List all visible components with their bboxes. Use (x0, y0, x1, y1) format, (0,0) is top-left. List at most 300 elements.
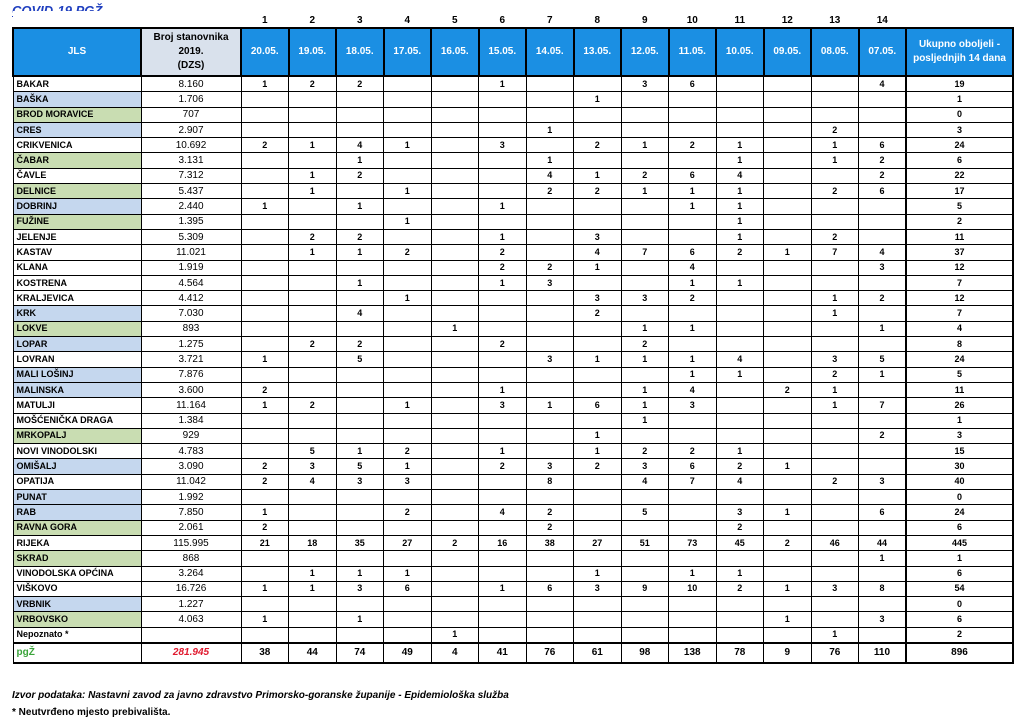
day-value (764, 597, 812, 612)
day-value (859, 490, 907, 505)
day-value: 2 (669, 444, 717, 459)
day-value (669, 612, 717, 627)
day-value (384, 612, 432, 627)
row-total: 3 (906, 122, 1013, 137)
day-value: 4 (289, 474, 337, 489)
day-value (764, 122, 812, 137)
day-value (669, 413, 717, 428)
day-value (621, 627, 669, 643)
day-value (241, 428, 289, 443)
day-value: 1 (811, 398, 859, 413)
day-value: 1 (669, 367, 717, 382)
day-value: 2 (241, 520, 289, 535)
day-value: 3 (859, 260, 907, 275)
totals-day-value: 4 (431, 643, 479, 663)
day-value: 4 (859, 245, 907, 260)
population: 3.600 (141, 382, 241, 397)
day-value (574, 107, 622, 122)
day-value: 2 (811, 122, 859, 137)
day-value (859, 199, 907, 214)
jls-name: VRBNIK (13, 597, 141, 612)
day-value: 2 (289, 76, 337, 92)
day-value: 3 (859, 612, 907, 627)
header-date: 20.05. (241, 28, 289, 76)
day-value: 1 (384, 566, 432, 581)
table-row (13, 597, 1013, 612)
column-number: 7 (526, 11, 574, 28)
day-value (336, 260, 384, 275)
population: 7.312 (141, 168, 241, 183)
day-value (859, 520, 907, 535)
day-value (669, 107, 717, 122)
day-value: 2 (764, 382, 812, 397)
day-value: 2 (716, 459, 764, 474)
population: 4.063 (141, 612, 241, 627)
day-value (621, 229, 669, 244)
day-value: 4 (479, 505, 527, 520)
day-value: 21 (241, 535, 289, 550)
day-value: 1 (289, 184, 337, 199)
row-total: 5 (906, 199, 1013, 214)
day-value (479, 490, 527, 505)
table-row (13, 122, 1013, 137)
table-row (13, 153, 1013, 168)
totals-day-value: 138 (669, 643, 717, 663)
day-value: 3 (479, 398, 527, 413)
day-value (384, 382, 432, 397)
day-value (431, 490, 479, 505)
table-row (13, 367, 1013, 382)
day-value: 2 (336, 168, 384, 183)
day-value (289, 275, 337, 290)
day-value (859, 627, 907, 643)
day-value (384, 520, 432, 535)
header-pop-line1: Broj stanovnika (153, 32, 229, 43)
population: 5.437 (141, 184, 241, 199)
day-value: 1 (336, 245, 384, 260)
day-value (479, 184, 527, 199)
day-value (526, 566, 574, 581)
day-value (574, 199, 622, 214)
jls-name: VIŠKOVO (13, 581, 141, 596)
day-value (241, 490, 289, 505)
day-value (811, 444, 859, 459)
day-value (859, 413, 907, 428)
header-date: 08.05. (811, 28, 859, 76)
day-value (764, 520, 812, 535)
day-value: 5 (336, 352, 384, 367)
day-value: 1 (384, 138, 432, 153)
day-value: 1 (289, 581, 337, 596)
day-value (289, 153, 337, 168)
day-value (716, 122, 764, 137)
day-value (336, 398, 384, 413)
day-value (859, 382, 907, 397)
day-value (574, 474, 622, 489)
day-value: 1 (289, 566, 337, 581)
day-value: 2 (811, 367, 859, 382)
day-value: 1 (336, 444, 384, 459)
day-value (764, 627, 812, 643)
day-value (526, 199, 574, 214)
day-value: 1 (241, 76, 289, 92)
day-value: 2 (574, 459, 622, 474)
row-total: 26 (906, 398, 1013, 413)
totals-day-value: 78 (716, 643, 764, 663)
day-value (336, 92, 384, 107)
day-value (811, 612, 859, 627)
day-value: 1 (384, 184, 432, 199)
day-value (431, 153, 479, 168)
day-value (811, 275, 859, 290)
jls-name: CRES (13, 122, 141, 137)
day-value (716, 92, 764, 107)
day-value (859, 229, 907, 244)
day-value: 38 (526, 535, 574, 550)
day-value: 1 (764, 581, 812, 596)
day-value (289, 260, 337, 275)
day-value: 4 (716, 168, 764, 183)
day-value (384, 260, 432, 275)
row-total: 24 (906, 138, 1013, 153)
day-value (431, 520, 479, 535)
header-date: 14.05. (526, 28, 574, 76)
day-value (384, 76, 432, 92)
day-value (716, 428, 764, 443)
day-value (526, 627, 574, 643)
header-date: 18.05. (336, 28, 384, 76)
day-value: 1 (621, 413, 669, 428)
day-value (811, 459, 859, 474)
day-value (621, 306, 669, 321)
table-row (13, 505, 1013, 520)
day-value: 2 (621, 168, 669, 183)
day-value (859, 337, 907, 352)
day-value (336, 367, 384, 382)
day-value (431, 306, 479, 321)
day-value (384, 92, 432, 107)
day-value: 1 (716, 138, 764, 153)
day-value: 1 (479, 76, 527, 92)
row-total: 22 (906, 168, 1013, 183)
header-pop-line2: 2019. (178, 46, 204, 57)
day-value: 4 (716, 352, 764, 367)
column-number-row (13, 11, 1013, 28)
day-value (431, 413, 479, 428)
row-total: 7 (906, 275, 1013, 290)
jls-name: OPATIJA (13, 474, 141, 489)
day-value (479, 321, 527, 336)
table-row (13, 275, 1013, 290)
day-value (241, 444, 289, 459)
day-value (336, 597, 384, 612)
day-value (289, 122, 337, 137)
day-value (384, 551, 432, 566)
day-value: 5 (289, 444, 337, 459)
row-total: 0 (906, 107, 1013, 122)
day-value: 1 (479, 275, 527, 290)
day-value (526, 428, 574, 443)
header-date: 07.05. (859, 28, 907, 76)
day-value (384, 275, 432, 290)
day-value (479, 352, 527, 367)
day-value (241, 275, 289, 290)
day-value: 1 (716, 444, 764, 459)
day-value: 2 (621, 444, 669, 459)
day-value (384, 122, 432, 137)
header-date: 15.05. (479, 28, 527, 76)
day-value: 2 (526, 520, 574, 535)
day-value (479, 413, 527, 428)
header-total (906, 28, 1013, 76)
day-value: 2 (241, 474, 289, 489)
day-value (241, 214, 289, 229)
day-value (574, 382, 622, 397)
day-value: 2 (811, 229, 859, 244)
day-value: 2 (716, 520, 764, 535)
jls-name: NOVI VINODOLSKI (13, 444, 141, 459)
day-value (764, 260, 812, 275)
day-value (811, 520, 859, 535)
day-value (526, 551, 574, 566)
table-row (13, 245, 1013, 260)
day-value: 6 (669, 245, 717, 260)
day-value (621, 490, 669, 505)
day-value: 44 (859, 535, 907, 550)
day-value (431, 612, 479, 627)
day-value (526, 413, 574, 428)
day-value (574, 275, 622, 290)
day-value (289, 413, 337, 428)
column-number: 10 (669, 11, 717, 28)
day-value: 4 (574, 245, 622, 260)
day-value (241, 291, 289, 306)
day-value: 2 (716, 581, 764, 596)
day-value (621, 520, 669, 535)
row-total: 6 (906, 520, 1013, 535)
row-total: 1 (906, 551, 1013, 566)
row-total: 24 (906, 352, 1013, 367)
day-value (574, 321, 622, 336)
table-row (13, 321, 1013, 336)
row-total: 12 (906, 291, 1013, 306)
day-value: 7 (669, 474, 717, 489)
day-value (431, 184, 479, 199)
day-value: 1 (716, 566, 764, 581)
day-value: 2 (526, 184, 574, 199)
table-row (13, 92, 1013, 107)
row-total: 40 (906, 474, 1013, 489)
day-value (289, 352, 337, 367)
day-value: 1 (574, 92, 622, 107)
day-value: 1 (479, 444, 527, 459)
row-total: 1 (906, 92, 1013, 107)
row-total: 15 (906, 444, 1013, 459)
table-row (13, 612, 1013, 627)
day-value (479, 168, 527, 183)
day-value (859, 566, 907, 581)
day-value (811, 107, 859, 122)
day-value (764, 107, 812, 122)
day-value (384, 413, 432, 428)
day-value: 1 (621, 138, 669, 153)
day-value (431, 168, 479, 183)
day-value (764, 168, 812, 183)
day-value: 7 (859, 398, 907, 413)
table-row (13, 291, 1013, 306)
jls-name: LOVRAN (13, 352, 141, 367)
day-value (336, 291, 384, 306)
population: 1.706 (141, 92, 241, 107)
day-value (336, 122, 384, 137)
day-value: 3 (621, 459, 669, 474)
day-value: 1 (289, 138, 337, 153)
day-value: 1 (669, 275, 717, 290)
day-value (621, 275, 669, 290)
day-value (621, 122, 669, 137)
day-value: 2 (574, 138, 622, 153)
day-value (811, 490, 859, 505)
day-value (384, 321, 432, 336)
population: 11.042 (141, 474, 241, 489)
row-total: 8 (906, 337, 1013, 352)
day-value (241, 122, 289, 137)
day-value (526, 107, 574, 122)
day-value (621, 199, 669, 214)
row-total: 30 (906, 459, 1013, 474)
day-value: 3 (621, 291, 669, 306)
day-value: 1 (384, 459, 432, 474)
day-value (764, 490, 812, 505)
day-value (384, 107, 432, 122)
day-value (669, 627, 717, 643)
day-value (479, 428, 527, 443)
day-value (574, 490, 622, 505)
day-value: 6 (669, 76, 717, 92)
day-value: 2 (336, 76, 384, 92)
table-row (13, 352, 1013, 367)
population: 3.131 (141, 153, 241, 168)
day-value: 6 (384, 581, 432, 596)
day-value: 2 (669, 138, 717, 153)
day-value (479, 291, 527, 306)
day-value: 3 (526, 459, 574, 474)
day-value: 1 (479, 581, 527, 596)
day-value: 1 (716, 199, 764, 214)
jls-name: KOSTRENA (13, 275, 141, 290)
day-value (621, 551, 669, 566)
day-value (764, 306, 812, 321)
totals-day-value: 49 (384, 643, 432, 663)
day-value: 6 (669, 459, 717, 474)
day-value (764, 76, 812, 92)
population: 4.564 (141, 275, 241, 290)
population: 11.021 (141, 245, 241, 260)
day-value (716, 551, 764, 566)
day-value (716, 398, 764, 413)
row-total: 6 (906, 566, 1013, 581)
day-value: 1 (621, 352, 669, 367)
day-value (289, 597, 337, 612)
day-value: 1 (336, 275, 384, 290)
day-value: 27 (574, 535, 622, 550)
day-value: 10 (669, 581, 717, 596)
day-value (764, 184, 812, 199)
jls-name: JELENJE (13, 229, 141, 244)
day-value: 1 (669, 199, 717, 214)
day-value (336, 490, 384, 505)
day-value (621, 597, 669, 612)
day-value (384, 199, 432, 214)
day-value: 1 (859, 321, 907, 336)
day-value (479, 92, 527, 107)
day-value (621, 92, 669, 107)
table-row (13, 490, 1013, 505)
day-value (811, 505, 859, 520)
day-value (241, 229, 289, 244)
population: 1.992 (141, 490, 241, 505)
day-value: 1 (241, 398, 289, 413)
day-value (669, 337, 717, 352)
day-value: 8 (859, 581, 907, 596)
day-value: 8 (526, 474, 574, 489)
column-number: 8 (574, 11, 622, 28)
population: 929 (141, 428, 241, 443)
day-value (431, 275, 479, 290)
totals-day-value: 61 (574, 643, 622, 663)
day-value: 1 (716, 229, 764, 244)
day-value (289, 321, 337, 336)
day-value (716, 107, 764, 122)
day-value: 1 (241, 581, 289, 596)
day-value (811, 76, 859, 92)
day-value: 6 (669, 168, 717, 183)
table-row (13, 413, 1013, 428)
header-date: 10.05. (716, 28, 764, 76)
day-value (526, 306, 574, 321)
jls-name: MOŠĆENIČKA DRAGA (13, 413, 141, 428)
row-total: 5 (906, 367, 1013, 382)
day-value (289, 306, 337, 321)
day-value (764, 138, 812, 153)
day-value: 3 (289, 459, 337, 474)
day-value (241, 306, 289, 321)
day-value: 1 (669, 321, 717, 336)
day-value (716, 321, 764, 336)
row-total: 11 (906, 382, 1013, 397)
day-value (764, 352, 812, 367)
day-value: 1 (811, 138, 859, 153)
day-value (479, 153, 527, 168)
jls-name: MALINSKA (13, 382, 141, 397)
totals-day-value: 98 (621, 643, 669, 663)
day-value (479, 520, 527, 535)
day-value: 2 (859, 291, 907, 306)
day-value (384, 367, 432, 382)
day-value: 1 (384, 214, 432, 229)
day-value (431, 337, 479, 352)
day-value: 1 (621, 382, 669, 397)
population: 4.783 (141, 444, 241, 459)
day-value (384, 627, 432, 643)
day-value (241, 597, 289, 612)
population: 707 (141, 107, 241, 122)
day-value: 2 (526, 260, 574, 275)
day-value (764, 275, 812, 290)
day-value (384, 597, 432, 612)
population: 7.850 (141, 505, 241, 520)
day-value (764, 321, 812, 336)
